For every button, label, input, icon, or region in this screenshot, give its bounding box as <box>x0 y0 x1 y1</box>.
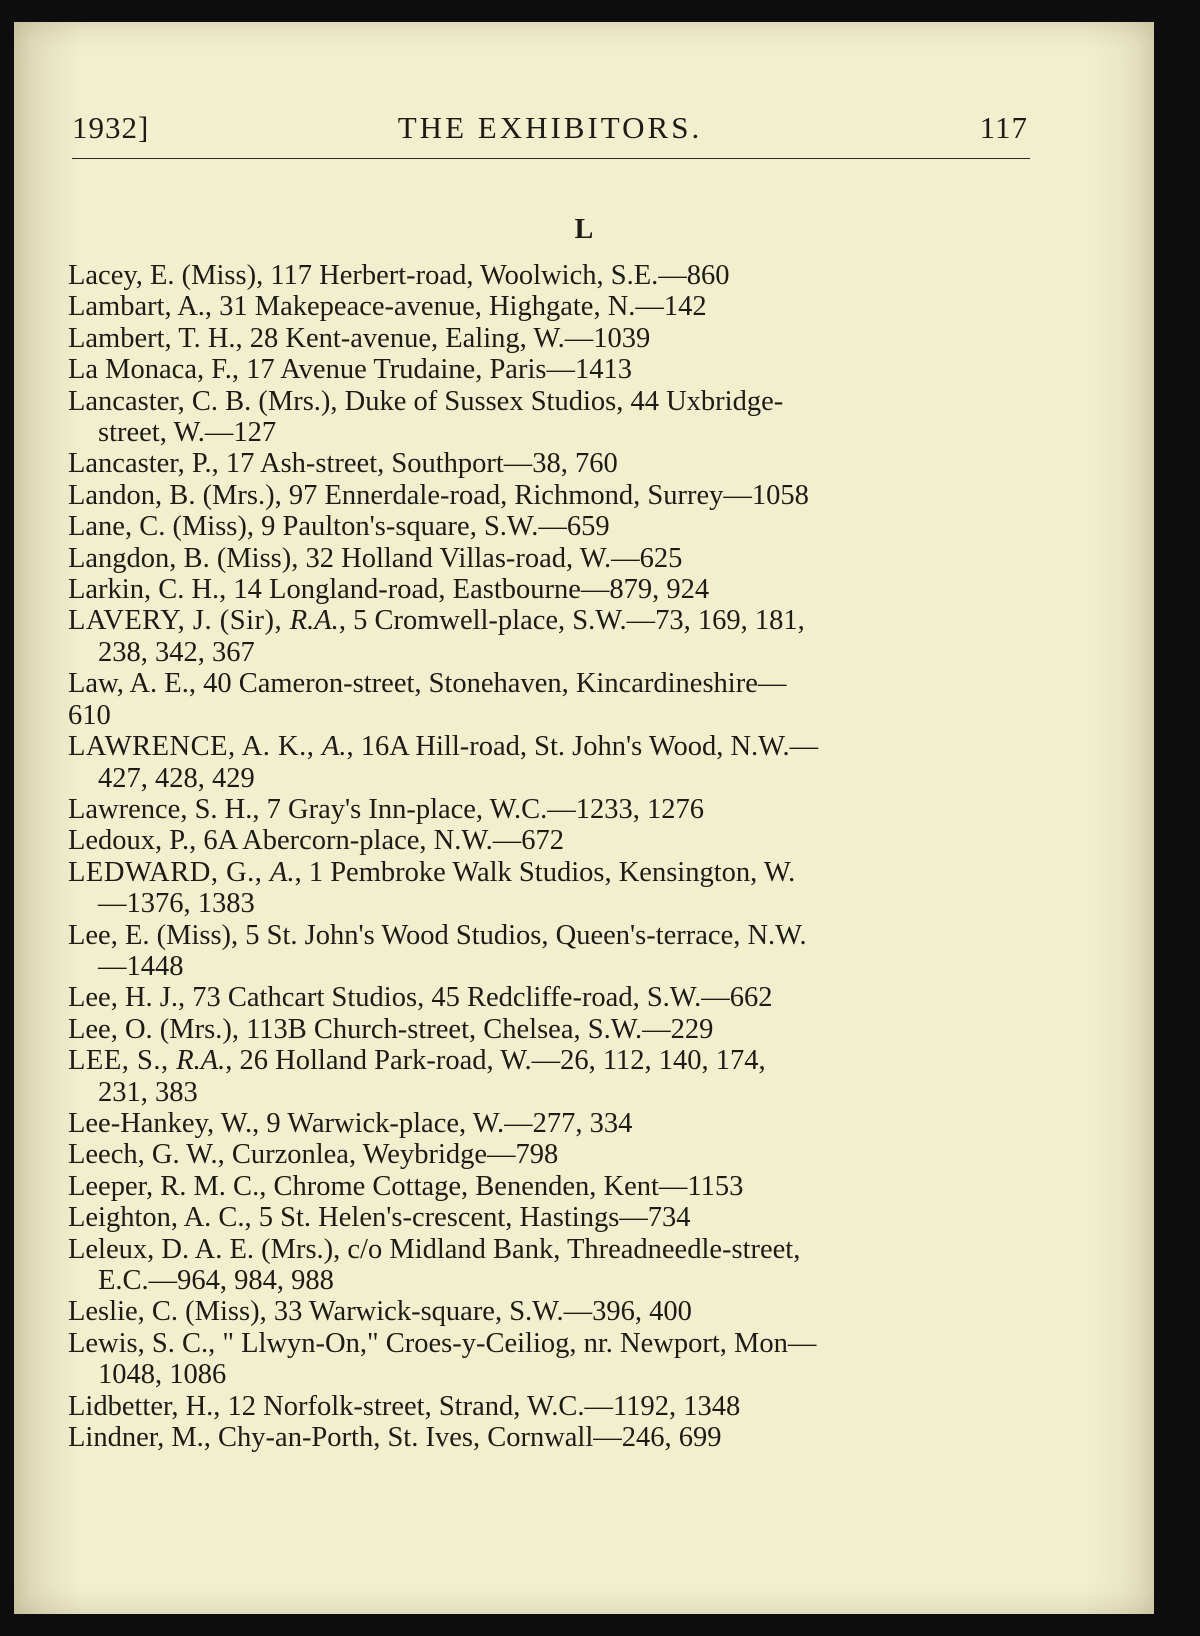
exhibitor-entry <box>68 386 1053 449</box>
entry-text: Landon, B. (Mrs.), 97 Ennerdale-road, Richmond, Surrey—1058 <box>68 479 809 511</box>
entry-academician-name: LEDWARD, G., <box>68 856 271 888</box>
exhibitor-entry <box>68 668 1053 731</box>
entry-text: , 1 Pembroke Walk Studios, Kensington, W. <box>294 856 796 888</box>
entry-text: Lambert, T. H., 28 Kent-avenue, Ealing, W.—1039 <box>68 322 651 354</box>
exhibitor-entry <box>68 574 1053 605</box>
entry-text: Leleux, D. A. E. (Mrs.), c/o Midland Bank, Threadneedle-street, <box>68 1233 801 1265</box>
exhibitor-entry <box>68 857 1053 920</box>
exhibitor-entry <box>68 605 1053 668</box>
entry-text: , 26 Holland Park-road, W.—26, 112, 140, 174, <box>225 1045 766 1077</box>
entry-text: Lee, O. (Mrs.), 113B Church-street, Chelsea, S.W.—229 <box>68 1013 714 1045</box>
exhibitor-entry <box>68 731 1053 794</box>
entry-text: Lancaster, C. B. (Mrs.), Duke of Sussex Studios, 44 Uxbridge- <box>68 385 784 417</box>
entry-continuation: 238, 342, 367 <box>98 636 255 668</box>
entry-text: Lidbetter, H., 12 Norfolk-street, Strand, W.C.—1192, 1348 <box>68 1390 741 1422</box>
exhibitor-entry <box>68 1328 1053 1391</box>
exhibitor-entry <box>68 920 1053 983</box>
entry-academician-name: LEE, S., <box>68 1045 177 1077</box>
entry-honour: A. <box>322 731 347 763</box>
entry-text: Lindner, M., Chy-an-Porth, St. Ives, Cornwall—246, 699 <box>68 1422 722 1454</box>
entry-continuation: 1048, 1086 <box>98 1359 227 1391</box>
entry-text: Lawrence, S. H., 7 Gray's Inn-place, W.C.—1233, 1276 <box>68 793 704 825</box>
exhibitor-entry <box>68 511 1053 542</box>
exhibitor-entry <box>68 982 1053 1013</box>
exhibitor-entry <box>68 260 1053 291</box>
entry-continuation: —1448 <box>98 950 184 982</box>
exhibitor-entry <box>68 323 1053 354</box>
entry-text: Lancaster, P., 17 Ash-street, Southport—38, 760 <box>68 448 618 480</box>
entry-text: Lee, E. (Miss), 5 St. John's Wood Studios, Queen's-terrace, N.W. <box>68 919 807 951</box>
exhibitor-entry <box>68 291 1053 322</box>
header-rule <box>72 158 1030 159</box>
entry-text: Lee-Hankey, W., 9 Warwick-place, W.—277, 334 <box>68 1107 633 1139</box>
exhibitor-entry <box>68 1391 1053 1422</box>
entry-text: Leech, G. W., Curzonlea, Weybridge—798 <box>68 1139 559 1171</box>
entry-text: Larkin, C. H., 14 Longland-road, Eastbourne—879, 924 <box>68 574 710 606</box>
entry-text: Lacey, E. (Miss), 117 Herbert-road, Woolwich, S.E.—860 <box>68 260 730 291</box>
running-head <box>72 110 1028 160</box>
entry-text: Ledoux, P., 6A Abercorn-place, N.W.—672 <box>68 825 565 857</box>
exhibitor-entry <box>68 1171 1053 1202</box>
running-head-title: THE EXHIBITORS. <box>397 110 703 145</box>
exhibitor-entry <box>68 1139 1053 1170</box>
entry-continuation: E.C.—964, 984, 988 <box>98 1265 334 1296</box>
entry-continuation: 427, 428, 429 <box>98 762 255 794</box>
exhibitor-entry <box>68 825 1053 856</box>
entry-text: Leeper, R. M. C., Chrome Cottage, Benenden, Kent—1153 <box>68 1170 744 1202</box>
entry-text: , 5 Cromwell-place, S.W.—73, 169, 181, <box>338 605 805 637</box>
entry-text: Lee, H. J., 73 Cathcart Studios, 45 Redcliffe-road, S.W.—662 <box>68 982 773 1014</box>
entry-continuation: 231, 383 <box>98 1076 198 1108</box>
exhibitor-entry <box>68 1234 1053 1297</box>
entry-academician-name: LAVERY, J. (Sir), <box>68 605 290 637</box>
entry-text: La Monaca, F., 17 Avenue Trudaine, Paris—1413 <box>68 354 632 386</box>
book-page <box>14 22 1154 1614</box>
exhibitor-entry <box>68 1045 1053 1108</box>
exhibitor-entry <box>68 1108 1053 1139</box>
entry-continuation: —1376, 1383 <box>98 888 255 920</box>
exhibitor-entry <box>68 1296 1053 1327</box>
entry-text: Leighton, A. C., 5 St. Helen's-crescent, Hastings—734 <box>68 1202 691 1234</box>
entry-honour: A. <box>270 856 295 888</box>
entry-continuation: street, W.—127 <box>98 417 277 449</box>
entry-continuation: 610 <box>68 699 111 731</box>
section-letter: L <box>574 214 594 245</box>
exhibitor-entry <box>68 1202 1053 1233</box>
entry-honour: R.A. <box>176 1045 226 1077</box>
entry-text: Langdon, B. (Miss), 32 Holland Villas-road, W.—625 <box>68 542 683 574</box>
entry-text: Lane, C. (Miss), 9 Paulton's-square, S.W.—659 <box>68 511 610 543</box>
exhibitor-entry <box>68 354 1053 385</box>
entry-text: Leslie, C. (Miss), 33 Warwick-square, S.W.—396, 400 <box>68 1296 692 1328</box>
entry-text: , 16A Hill-road, St. John's Wood, N.W.— <box>346 731 819 763</box>
entry-academician-name: LAWRENCE, A. K., <box>68 731 322 763</box>
entry-text: Lewis, S. C., " Llwyn-On," Croes-y-Ceiliog, nr. Newport, Mon— <box>68 1327 817 1359</box>
exhibitor-entry <box>68 480 1053 511</box>
exhibitor-entry <box>68 1422 1053 1453</box>
page-number: 117 <box>979 110 1028 145</box>
entry-honour: R.A. <box>289 605 339 637</box>
entry-text: Law, A. E., 40 Cameron-street, Stonehaven, Kincardineshire— <box>68 668 787 700</box>
exhibitor-entry <box>68 794 1053 825</box>
exhibitor-entry <box>68 448 1053 479</box>
running-head-year: 1932] <box>72 110 150 145</box>
exhibitor-entry <box>68 1014 1053 1045</box>
exhibitor-entry <box>68 543 1053 574</box>
entry-text: Lambart, A., 31 Makepeace-avenue, Highgate, N.—142 <box>68 291 707 323</box>
exhibitor-list <box>68 260 1053 1453</box>
